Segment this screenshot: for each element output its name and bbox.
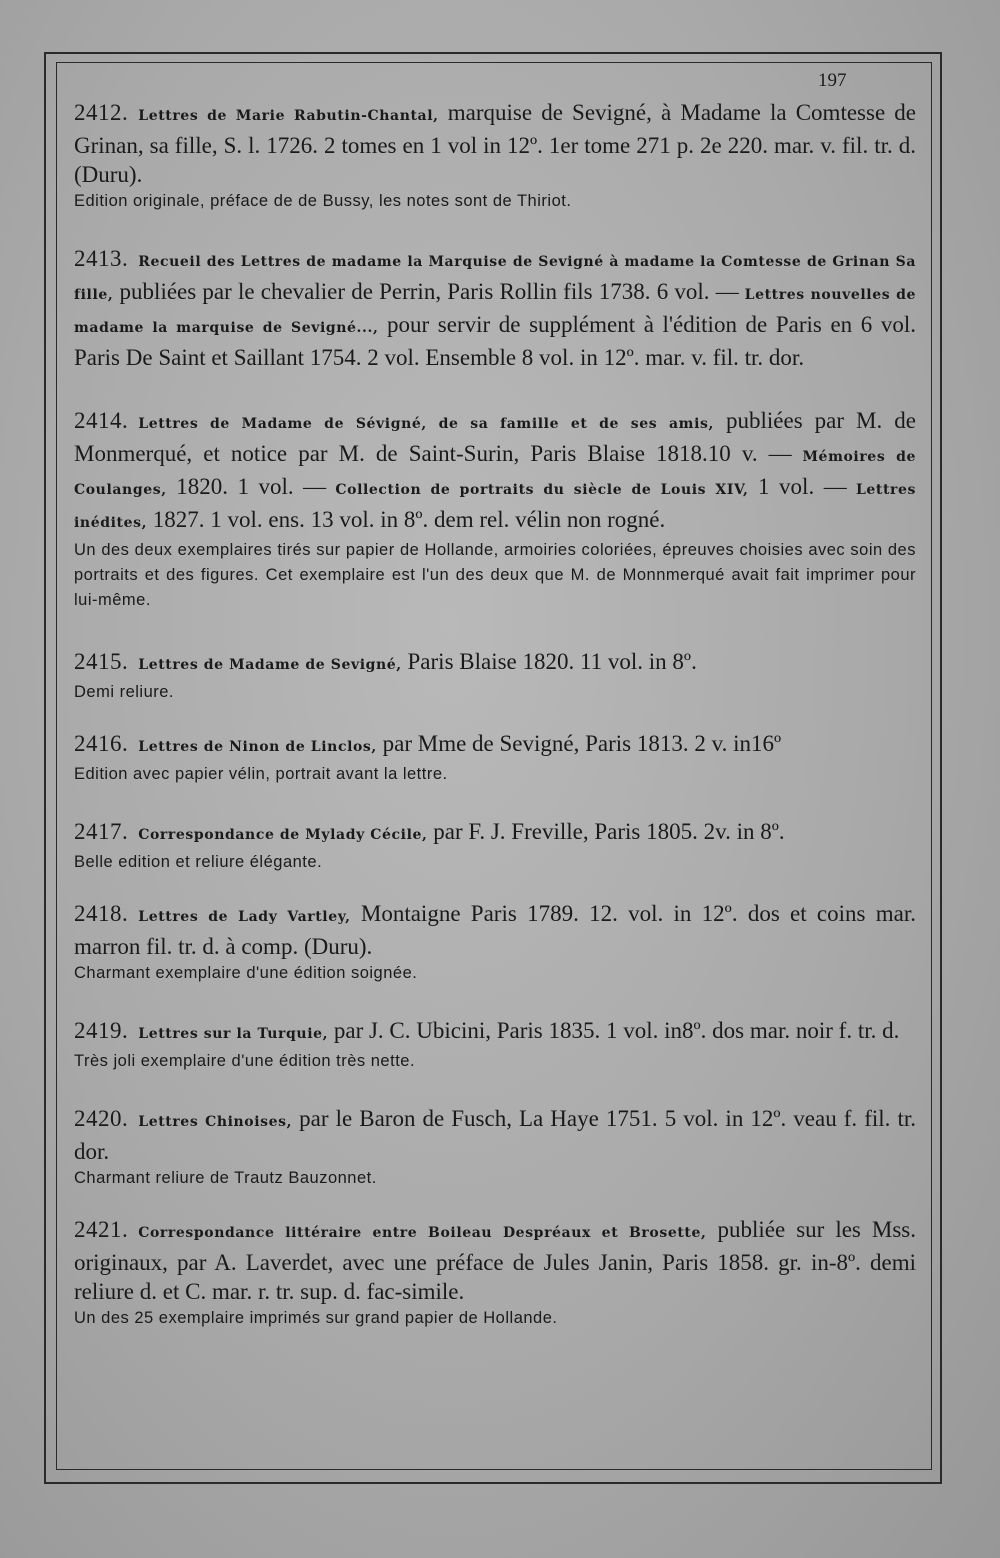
entry-number: 2417. xyxy=(74,819,129,844)
entry-title: Lettres de Madame de Sevigné, xyxy=(138,657,402,673)
entry-note: Demi reliure. xyxy=(74,683,175,701)
entry-title: Correspondance littéraire entre Boileau Despréaux et Brosette, xyxy=(138,1225,707,1241)
entry-number: 2414. xyxy=(74,408,129,433)
entry-note: Belle edition et reliure élégante. xyxy=(74,853,323,871)
entry-text: publiées par le chevalier de Perrin, Paris Rollin fils 1738. 6 vol. — xyxy=(113,279,739,304)
entry-description xyxy=(74,729,916,762)
catalog-entry-2419 xyxy=(74,1016,916,1074)
entry-note: Un des deux exemplaires tirés sur papier de Hollande, armoiries coloriées, épreuves choisies avec soin des portraits et des figures. Cet exemplaire est l'un des deux que M. de Monnmerqué avait fait imprimer pour lui-même. xyxy=(74,541,916,609)
catalog-entry-2417 xyxy=(74,817,916,875)
entry-description xyxy=(74,817,916,850)
entry-description xyxy=(74,98,916,189)
entry-description xyxy=(74,244,916,372)
entry-title: Correspondance de Mylady Cécile, xyxy=(138,827,428,843)
entry-title-4: Lettres inédites, xyxy=(74,482,917,531)
entry-description xyxy=(74,647,916,680)
catalog-entry-2421 xyxy=(74,1215,916,1331)
entry-description xyxy=(74,1016,916,1049)
page-number: 197 xyxy=(818,70,847,91)
entry-title: Lettres de Lady Vartley, xyxy=(138,909,351,925)
entry-number: 2413. xyxy=(74,246,129,271)
entry-number: 2416. xyxy=(74,731,129,756)
entry-title: Lettres sur la Turquie, xyxy=(138,1026,329,1042)
entry-title: Lettres de Marie Rabutin-Chantal, xyxy=(138,108,439,124)
entry-text: par Mme de Sevigné, Paris 1813. 2 v. in16º xyxy=(376,731,782,756)
entry-number: 2419. xyxy=(74,1018,129,1043)
entry-text-4: 1827. 1 vol. ens. 13 vol. in 8º. dem rel. vélin non rogné. xyxy=(147,507,666,532)
entry-title: Recueil des Lettres de madame la Marquise de Sevigné à madame la Comtesse de Grinan Sa fille, xyxy=(74,254,916,303)
entry-text: marquise de Sevigné, à Madame la Comtesse de Grinan, sa fille, S. l. 1726. 2 tomes en 1 vol in 12º. 1er tome 271 p. 2e 220. mar. v. fil. tr. d. (Duru). xyxy=(74,100,916,187)
catalog-entries xyxy=(74,98,916,1331)
entry-note: Charmant exemplaire d'une édition soignée. xyxy=(74,964,418,982)
entry-description xyxy=(74,1104,916,1166)
entry-title: Lettres de Ninon de Linclos, xyxy=(138,739,377,755)
entry-note: Charmant reliure de Trautz Bauzonnet. xyxy=(74,1169,377,1187)
entry-text: par F. J. Freville, Paris 1805. 2v. in 8º. xyxy=(427,819,785,844)
entry-text: publiée sur les Mss. originaux, par A. Laverdet, avec une préface de Jules Janin, Paris 1858. gr. in-8º. demi reliure d. et C. mar. r. tr. sup. d. fac-simile. xyxy=(74,1217,917,1304)
entry-text-3: 1 vol. — xyxy=(748,474,847,499)
entry-text: Montaigne Paris 1789. 12. vol. in 12º. dos et coins mar. marron fil. tr. d. à comp. (Duru). xyxy=(74,901,916,959)
catalog-entry-2414 xyxy=(74,406,916,613)
entry-text: Paris Blaise 1820. 11 vol. in 8º. xyxy=(401,649,697,674)
catalog-entry-2413 xyxy=(74,244,916,372)
entry-note: Un des 25 exemplaire imprimés sur grand papier de Hollande. xyxy=(74,1309,558,1327)
catalog-entry-2415 xyxy=(74,647,916,705)
entry-text: publiées par M. de Monmerqué, et notice par M. de Saint-Surin, Paris Blaise 1818.10 v. — xyxy=(74,408,916,466)
entry-text: par le Baron de Fusch, La Haye 1751. 5 vol. in 12º. veau f. fil. tr. dor. xyxy=(74,1106,917,1164)
catalog-entry-2416 xyxy=(74,729,916,787)
entry-number: 2415. xyxy=(74,649,129,674)
entry-title-2: Mémoires de Coulanges, xyxy=(74,449,917,498)
entry-note: Edition avec papier vélin, portrait avant la lettre. xyxy=(74,765,448,783)
entry-title-2: Lettres nouvelles de madame la marquise de Sevigné..., xyxy=(74,287,916,336)
entry-note: Très joli exemplaire d'une édition très nette. xyxy=(74,1052,416,1070)
catalog-entry-2420 xyxy=(74,1104,916,1191)
entry-title-3: Collection de portraits du siècle de Louis XIV, xyxy=(326,482,749,498)
entry-number: 2421. xyxy=(74,1217,129,1242)
entry-text: par J. C. Ubicini, Paris 1835. 1 vol. in8º. dos mar. noir f. tr. d. xyxy=(328,1018,900,1043)
entry-title: Lettres de Madame de Sévigné, de sa famille et de ses amis, xyxy=(138,416,714,432)
entry-text-2: pour servir de supplément à l'édition de Paris en 6 vol. Paris De Saint et Saillant 1754. 2 vol. Ensemble 8 vol. in 12º. mar. v. fil. tr. dor. xyxy=(74,312,917,370)
entry-number: 2418. xyxy=(74,901,129,926)
entry-title: Lettres Chinoises, xyxy=(138,1114,293,1130)
entry-description xyxy=(74,406,916,538)
entry-text-2: 1820. 1 vol. — xyxy=(166,474,327,499)
entry-number: 2412. xyxy=(74,100,129,125)
entry-note: Edition originale, préface de de Bussy, les notes sont de Thiriot. xyxy=(74,192,572,210)
entry-description xyxy=(74,1215,916,1306)
catalog-entry-2412 xyxy=(74,98,916,214)
catalog-entry-2418 xyxy=(74,899,916,986)
entry-number: 2420. xyxy=(74,1106,129,1131)
entry-description xyxy=(74,899,916,961)
